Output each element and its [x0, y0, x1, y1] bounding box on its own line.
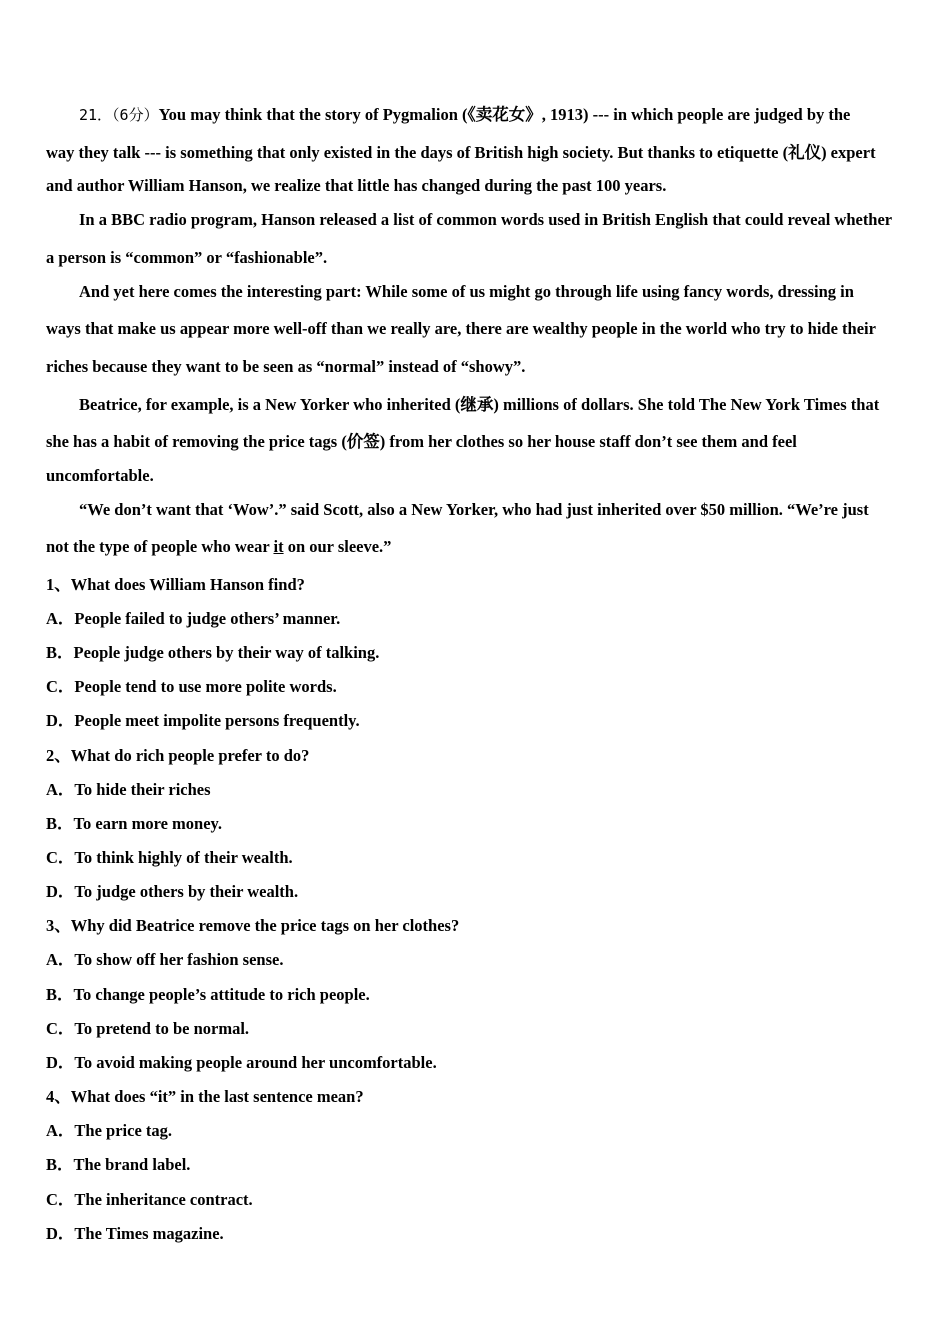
passage-line: uncomfortable.: [46, 466, 154, 485]
question-number: 21．（6分）: [79, 106, 159, 124]
answer-option: A．People failed to judge others’ manner.: [46, 609, 341, 628]
question-stem: 1、What does William Hanson find?: [46, 575, 305, 594]
passage-line: and author William Hanson, we realize that little has changed during the past 100 years.: [46, 176, 667, 195]
answer-option: D．To avoid making people around her uncomfortable.: [46, 1053, 437, 1072]
question-stem: 3、Why did Beatrice remove the price tags on her clothes?: [46, 916, 460, 935]
passage-line: a person is “common” or “fashionable”.: [46, 248, 328, 267]
passage-line: In a BBC radio program, Hanson released a list of common words used in British English that could reveal whether: [79, 210, 893, 229]
answer-option: C．People tend to use more polite words.: [46, 677, 337, 696]
passage-line: And yet here comes the interesting part: While some of us might go through life using fancy words, dressing in: [79, 282, 854, 301]
underlined-word: it: [273, 537, 284, 556]
answer-option: B．The brand label.: [46, 1155, 191, 1174]
answer-option: A．To show off her fashion sense.: [46, 950, 284, 969]
passage-line: “We don’t want that ‘Wow’.” said Scott, also a New Yorker, who had just inherited over $50 million. “We’re just: [79, 500, 869, 519]
answer-option: A．To hide their riches: [46, 780, 211, 799]
passage-line: Beatrice, for example, is a New Yorker who inherited (继承) millions of dollars. She told The New York Times that: [79, 395, 880, 414]
passage-line: she has a habit of removing the price tags (价签) from her clothes so her house staff don’t see them and feel: [46, 432, 797, 451]
answer-option: B．To change people’s attitude to rich people.: [46, 985, 370, 1004]
question-stem: 2、What do rich people prefer to do?: [46, 746, 310, 765]
answer-option: C．To pretend to be normal.: [46, 1019, 250, 1038]
answer-option: C．To think highly of their wealth.: [46, 848, 293, 867]
passage-line: ways that make us appear more well-off than we really are, there are wealthy people in the world who try to hide their: [46, 319, 876, 338]
passage-line: way they talk --- is something that only existed in the days of British high society. But thanks to etiquette (礼仪) expert: [46, 143, 876, 162]
answer-option: C．The inheritance contract.: [46, 1190, 253, 1209]
answer-option: B．People judge others by their way of talking.: [46, 643, 380, 662]
passage-line: not the type of people who wear it on our sleeve.”: [46, 537, 392, 556]
answer-option: D．To judge others by their wealth.: [46, 882, 299, 901]
question-stem: 4、What does “it” in the last sentence mean?: [46, 1087, 364, 1106]
answer-option: A．The price tag.: [46, 1121, 173, 1140]
answer-option: B．To earn more money.: [46, 814, 222, 833]
answer-option: D．The Times magazine.: [46, 1224, 224, 1243]
passage-line: 21．（6分）You may think that the story of Pygmalion (《卖花女》, 1913) --- in which people are judged by the: [79, 105, 851, 124]
answer-option: D．People meet impolite persons frequently.: [46, 711, 360, 730]
passage-line: riches because they want to be seen as “normal” instead of “showy”.: [46, 357, 526, 376]
